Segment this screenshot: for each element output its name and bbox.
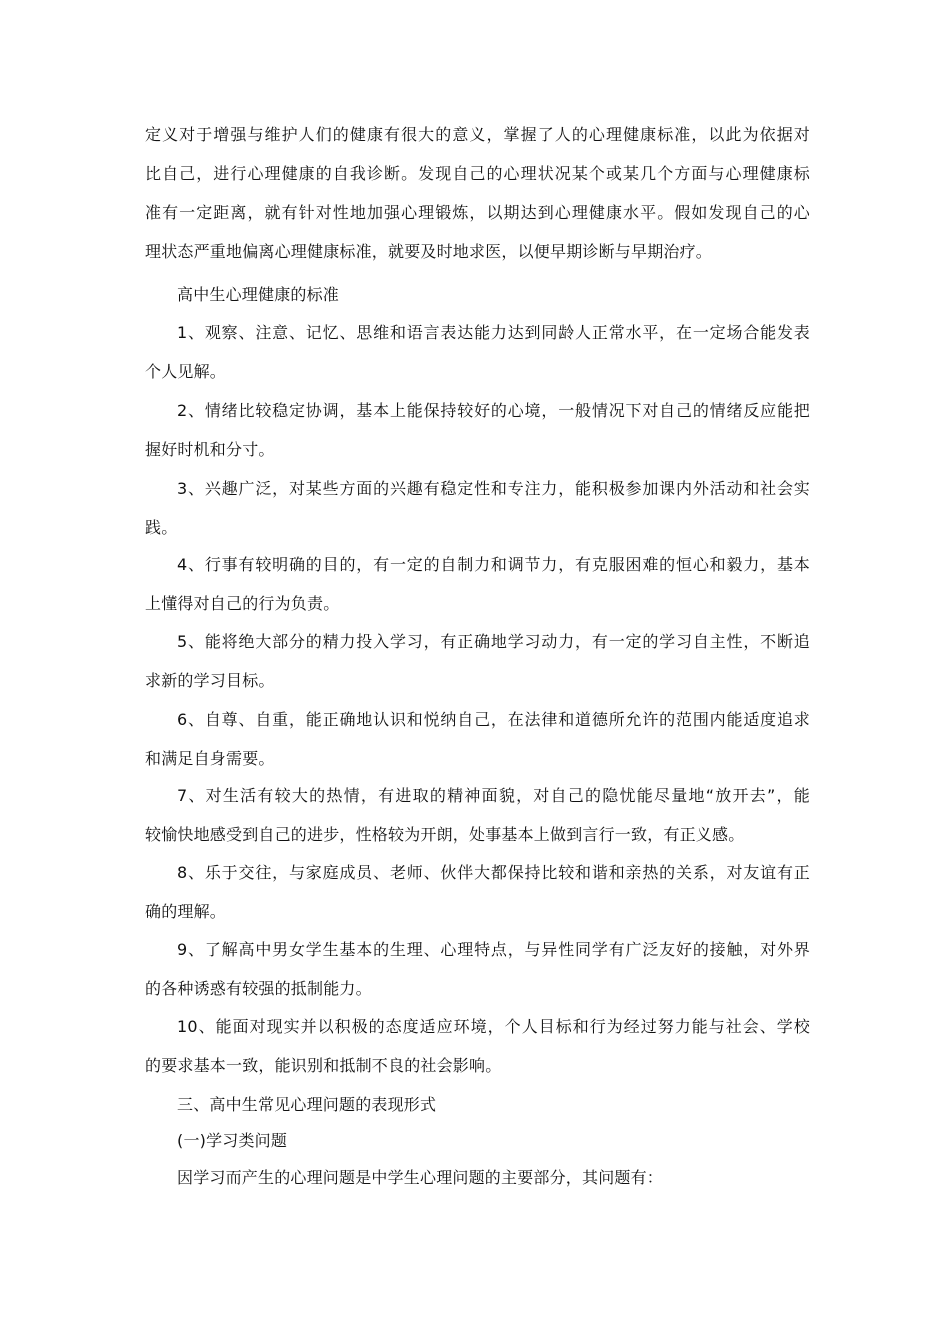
standard-item-line: 2、情绪比较稳定协调，基本上能保持较好的心境，一般情况下对自己的情绪反应能把 bbox=[177, 401, 810, 420]
standard-item-line: 的要求基本一致，能识别和抵制不良的社会影响。 bbox=[145, 1056, 502, 1075]
intro-line: 理状态严重地偏离心理健康标准，就要及时地求医，以便早期诊断与早期治疗。 bbox=[145, 242, 713, 261]
standard-item-line: 握好时机和分寸。 bbox=[145, 440, 275, 459]
standard-item-line: 7、对生活有较大的热情，有进取的精神面貌，对自己的隐忧能尽量地“放开去”，能 bbox=[177, 786, 810, 805]
intro-line: 准有一定距离，就有针对性地加强心理锻炼，以期达到心理健康水平。假如发现自己的心 bbox=[145, 203, 810, 222]
standard-item-line: 和满足自身需要。 bbox=[145, 749, 275, 768]
standard-item-line: 个人见解。 bbox=[145, 362, 227, 381]
standard-item-line: 3、兴趣广泛，对某些方面的兴趣有稳定性和专注力，能积极参加课内外活动和社会实 bbox=[177, 479, 810, 498]
section-heading: 三、高中生常见心理问题的表现形式 bbox=[177, 1095, 437, 1114]
standard-item-line: 9、了解高中男女学生基本的生理、心理特点，与异性同学有广泛友好的接触，对外界 bbox=[177, 940, 810, 959]
standard-item-line: 上懂得对自己的行为负责。 bbox=[145, 594, 340, 613]
standard-item-line: 10、能面对现实并以积极的态度适应环境，个人目标和行为经过努力能与社会、学校 bbox=[177, 1017, 810, 1036]
standard-item-line: 8、乐于交往，与家庭成员、老师、伙伴大都保持比较和谐和亲热的关系，对友谊有正 bbox=[177, 863, 810, 882]
standard-item-line: 6、自尊、自重，能正确地认识和悦纳自己，在法律和道德所允许的范围内能适度追求 bbox=[177, 710, 810, 729]
intro-line: 定义对于增强与维护人们的健康有很大的意义，掌握了人的心理健康标准，以此为依据对 bbox=[145, 125, 810, 144]
intro-line: 比自己，进行心理健康的自我诊断。发现自己的心理状况某个或某几个方面与心理健康标 bbox=[145, 164, 810, 183]
standard-item-line: 1、观察、注意、记忆、思维和语言表达能力达到同龄人正常水平，在一定场合能发表 bbox=[177, 323, 810, 342]
standard-item-line: 践。 bbox=[145, 518, 178, 537]
standard-item-line: 求新的学习目标。 bbox=[145, 671, 275, 690]
standard-item-line: 5、能将绝大部分的精力投入学习，有正确地学习动力，有一定的学习自主性，不断追 bbox=[177, 632, 810, 651]
standard-item-line: 的各种诱惑有较强的抵制能力。 bbox=[145, 979, 372, 998]
standards-heading: 高中生心理健康的标准 bbox=[177, 285, 340, 304]
paragraph-line: 因学习而产生的心理问题是中学生心理问题的主要部分，其问题有： bbox=[177, 1168, 664, 1187]
standard-item-line: 确的理解。 bbox=[145, 902, 227, 921]
standard-item-line: 较愉快地感受到自己的进步，性格较为开朗，处事基本上做到言行一致，有正义感。 bbox=[145, 825, 745, 844]
subsection-heading: (一)学习类问题 bbox=[177, 1131, 288, 1150]
standard-item-line: 4、行事有较明确的目的，有一定的自制力和调节力，有克服困难的恒心和毅力，基本 bbox=[177, 555, 810, 574]
